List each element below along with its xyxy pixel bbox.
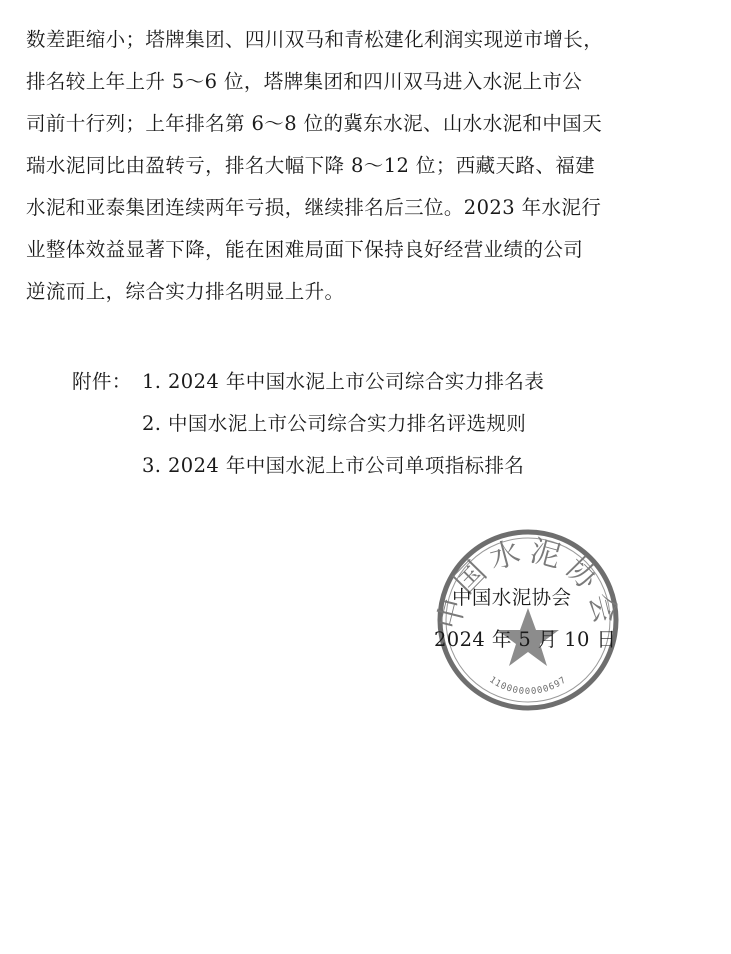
official-seal bbox=[428, 520, 628, 720]
paragraph-line: 瑞水泥同比由盈转亏，排名大幅下降 8～12 位；西藏天路、福建 bbox=[26, 154, 596, 177]
attachment-item: 3. 2024 年中国水泥上市公司单项指标排名 bbox=[142, 454, 525, 477]
paragraph-line: 业整体效益显著下降，能在困难局面下保持良好经营业绩的公司 bbox=[26, 238, 584, 261]
paragraph-line: 逆流而上，综合实力排名明显上升。 bbox=[26, 280, 345, 303]
paragraph-line: 数差距缩小；塔牌集团、四川双马和青松建化利润实现逆市增长， bbox=[26, 28, 604, 51]
attachment-item: 1. 2024 年中国水泥上市公司综合实力排名表 bbox=[142, 370, 545, 393]
seal-serial-number: 1100000000697 bbox=[487, 675, 569, 698]
attachment-item: 2. 中国水泥上市公司综合实力排名评选规则 bbox=[142, 412, 527, 435]
signature-organization: 中国水泥协会 bbox=[452, 586, 572, 609]
paragraph-line: 水泥和亚泰集团连续两年亏损，继续排名后三位。2023 年水泥行 bbox=[26, 196, 602, 219]
seal-top-text: 中国水泥协会 bbox=[431, 533, 625, 633]
paragraph-line: 排名较上年上升 5～6 位，塔牌集团和四川双马进入水泥上市公 bbox=[26, 70, 583, 93]
attachments-label: 附件： bbox=[72, 370, 132, 393]
paragraph-line: 司前十行列；上年排名第 6～8 位的冀东水泥、山水水泥和中国天 bbox=[26, 112, 603, 135]
signature-date: 2024 年 5 月 10 日 bbox=[434, 628, 617, 651]
